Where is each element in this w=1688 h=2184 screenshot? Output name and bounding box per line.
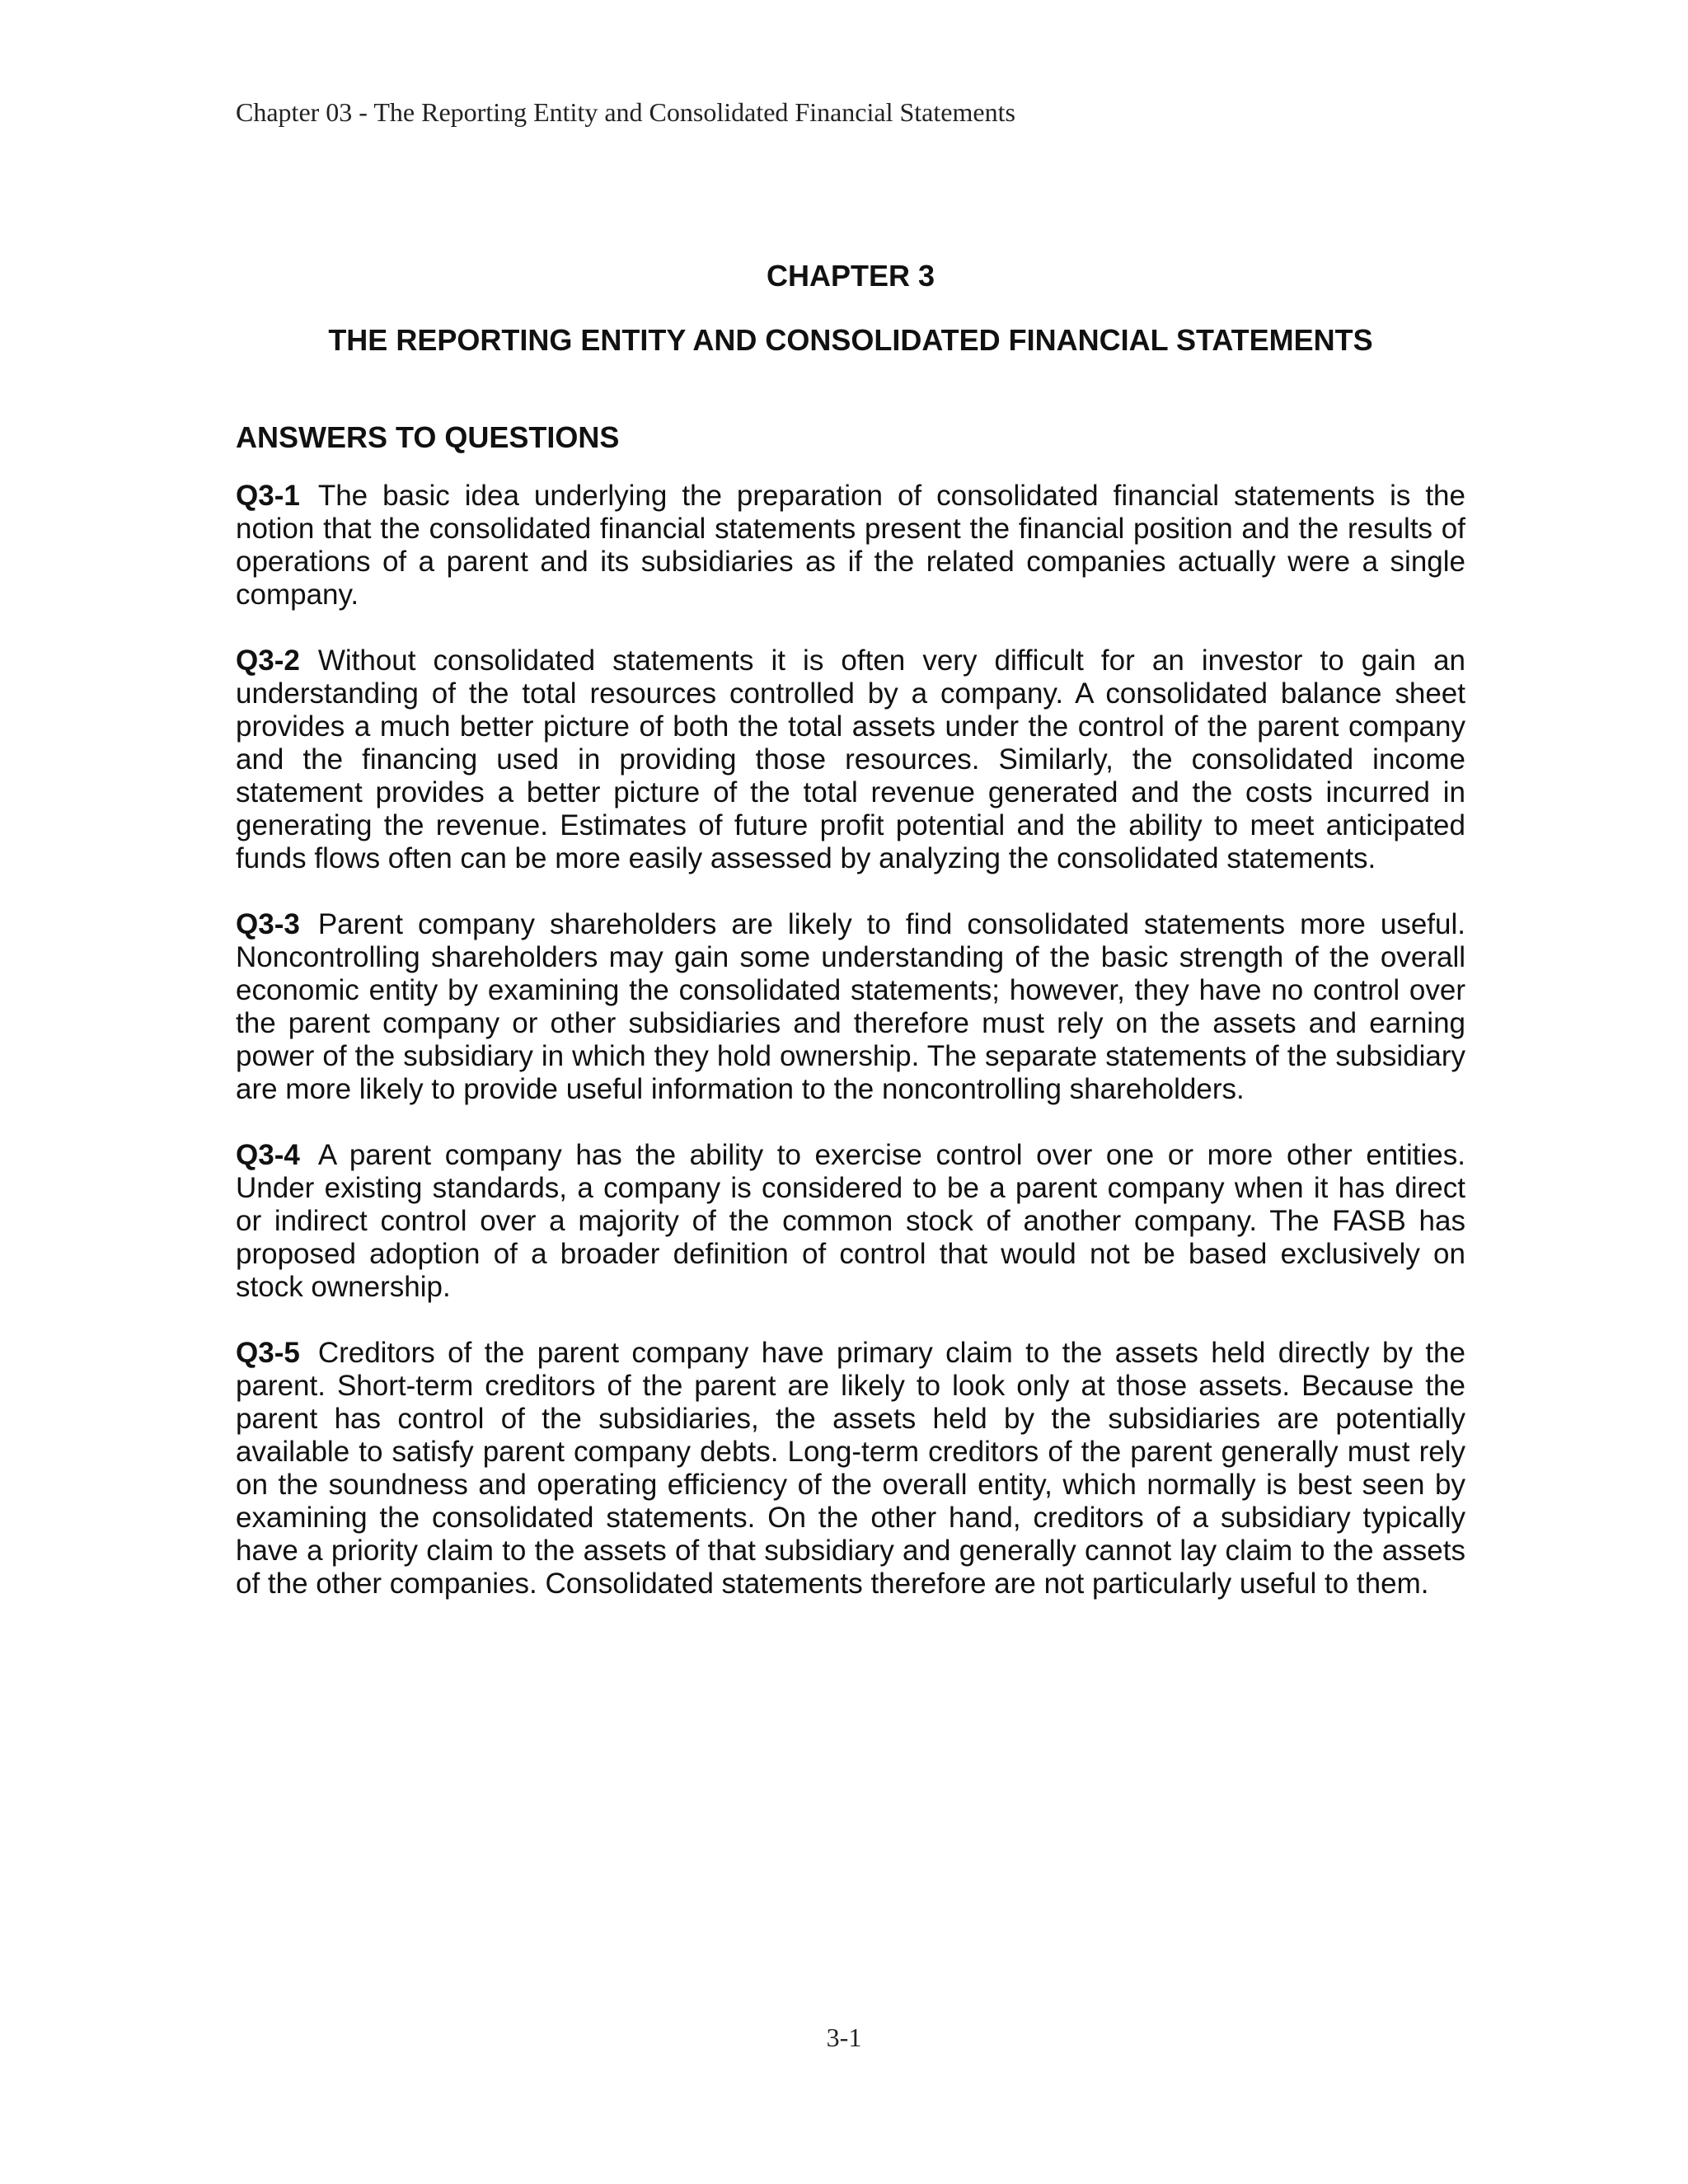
- answer-q3-3: [236, 908, 1465, 1106]
- chapter-number: CHAPTER 3: [766, 259, 935, 293]
- question-label: Q3-5: [236, 1337, 300, 1369]
- page-number: 3-1: [826, 2022, 862, 2052]
- answer-text: The basic idea underlying the preparation of consolidated financial statements is the notion that the consolidated financial statements present the financial position and the results of operations of a parent and its subsidiaries as if the related companies actually were a single company.: [236, 480, 1465, 611]
- page-body: [236, 255, 1465, 1633]
- chapter-title: THE REPORTING ENTITY AND CONSOLIDATED FINANCIAL STATEMENTS: [328, 323, 1373, 357]
- answer-text: Parent company shareholders are likely to find consolidated statements more useful. Noncontrolling shareholders may gain some understanding of the basic strength of the overall economic entity by examining the consolidated statements; however, they have no control over the parent company or other subsidiaries and therefore must rely on the assets and earning power of the subsidiary in which they hold ownership. The separate statements of the subsidiary are more likely to provide useful information to the noncontrolling shareholders.: [236, 908, 1465, 1105]
- answer-text: A parent company has the ability to exercise control over one or more other entities. Under existing standards, a company is considered to be a parent company when it has direct or indirect control over a majority of the common stock of another company. The FASB has proposed adoption of a broader definition of control that would not be based exclusively on stock ownership.: [236, 1139, 1465, 1303]
- answer-text: Without consolidated statements it is often very difficult for an investor to gain an understanding of the total resources controlled by a company. A consolidated balance sheet provides a much better picture of both the total assets under the control of the parent company and the financing used in providing those resources. Similarly, the consolidated income statement provides a better picture of the total revenue generated and the costs incurred in generating the revenue. Estimates of future profit potential and the ability to meet anticipated funds flows often can be more easily assessed by analyzing the consolidated statements.: [236, 644, 1465, 874]
- answer-q3-5: [236, 1337, 1465, 1601]
- answer-q3-4: [236, 1139, 1465, 1304]
- question-label: Q3-1: [236, 480, 300, 512]
- running-header: Chapter 03 - The Reporting Entity and Consolidated Financial Statements: [236, 97, 1015, 127]
- section-heading: ANSWERS TO QUESTIONS: [236, 420, 620, 454]
- answer-q3-1: [236, 480, 1465, 612]
- question-label: Q3-3: [236, 908, 300, 940]
- question-label: Q3-2: [236, 644, 300, 677]
- answer-text: Creditors of the parent company have primary claim to the assets held directly by the parent. Short-term creditors of the parent are likely to look only at those assets. Because the parent has control of the subsidiaries, the assets held by the subsidiaries are potentially available to satisfy parent company debts. Long-term creditors of the parent generally must rely on the soundness and operating efficiency of the overall entity, which normally is best seen by examining the consolidated statements. On the other hand, creditors of a subsidiary typically have a priority claim to the assets of that subsidiary and generally cannot lay claim to the assets of the other companies. Consolidated statements therefore are not particularly useful to them.: [236, 1337, 1465, 1600]
- answer-q3-2: [236, 644, 1465, 875]
- question-label: Q3-4: [236, 1139, 300, 1171]
